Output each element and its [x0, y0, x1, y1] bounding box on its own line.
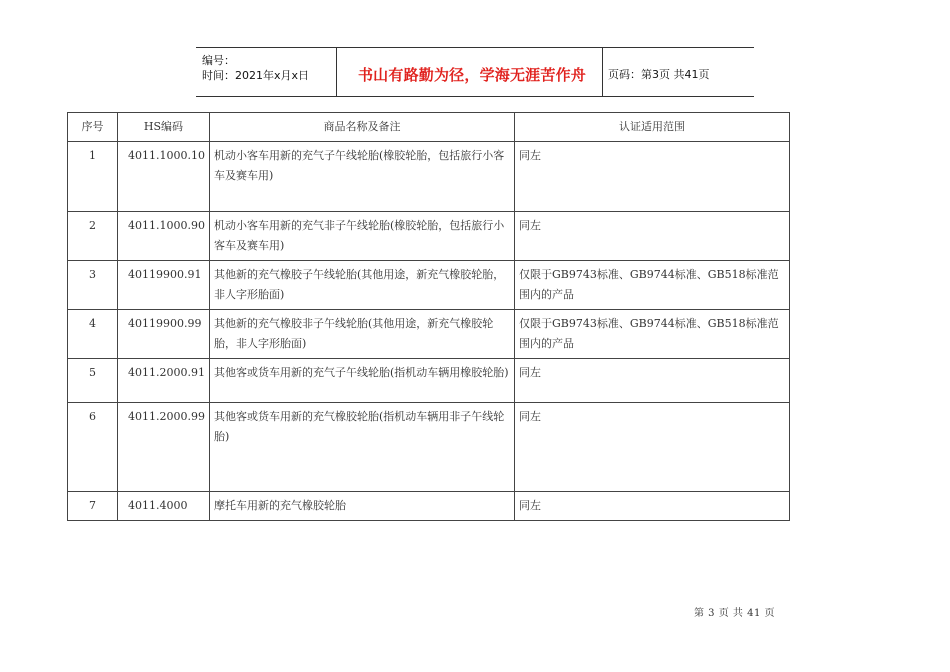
certification-scope: 同左: [515, 492, 790, 521]
certification-scope: 同左: [515, 142, 790, 212]
column-header-hs-code: HS编码: [118, 113, 210, 142]
hs-code: 40119900.99: [118, 310, 210, 359]
product-name: 其他客或货车用新的充气橡胶轮胎(指机动车辆用非子午线轮胎): [210, 403, 515, 492]
hs-code: 4011.2000.99: [118, 403, 210, 492]
product-name: 其他新的充气橡胶非子午线轮胎(其他用途，新充气橡胶轮胎，非人字形胎面): [210, 310, 515, 359]
table-row: [68, 142, 790, 212]
row-number: 2: [68, 212, 118, 261]
hs-code-table: [67, 112, 790, 521]
hs-code: 4011.4000: [118, 492, 210, 521]
certification-scope: 同左: [515, 403, 790, 492]
column-header-no: 序号: [68, 113, 118, 142]
hs-code: 4011.1000.90: [118, 212, 210, 261]
row-number: 7: [68, 492, 118, 521]
hs-code: 40119900.91: [118, 261, 210, 310]
page-footer: 第 3 页 共 41 页: [694, 608, 775, 619]
document-time-label: 时间：2021年x月x日: [202, 69, 310, 82]
hs-code: 4011.1000.10: [118, 142, 210, 212]
header-divider: [336, 48, 337, 96]
table-row: [68, 212, 790, 261]
header-slogan: 书山有路勤为径，学海无涯苦作舟: [357, 66, 586, 84]
table-row: [68, 261, 790, 310]
certification-scope: 仅限于GB9743标准、GB9744标准、GB518标准范围内的产品: [515, 261, 790, 310]
table-row: [68, 359, 790, 403]
product-name: 摩托车用新的充气橡胶轮胎: [210, 492, 515, 521]
column-header-product-name: 商品名称及备注: [210, 113, 515, 142]
certification-scope: 同左: [515, 359, 790, 403]
product-name: 机动小客车用新的充气非子午线轮胎(橡胶轮胎，包括旅行小客车及赛车用): [210, 212, 515, 261]
product-name: 其他客或货车用新的充气子午线轮胎(指机动车辆用橡胶轮胎): [210, 359, 515, 403]
product-name: 机动小客车用新的充气子午线轮胎(橡胶轮胎，包括旅行小客车及赛车用): [210, 142, 515, 212]
certification-scope: 仅限于GB9743标准、GB9744标准、GB518标准范围内的产品: [515, 310, 790, 359]
row-number: 4: [68, 310, 118, 359]
row-number: 6: [68, 403, 118, 492]
certification-scope: 同左: [515, 212, 790, 261]
document-header: [196, 47, 754, 97]
row-number: 5: [68, 359, 118, 403]
row-number: 3: [68, 261, 118, 310]
product-name: 其他新的充气橡胶子午线轮胎(其他用途，新充气橡胶轮胎，非人字形胎面): [210, 261, 515, 310]
table-row: [68, 403, 790, 492]
header-divider: [602, 48, 603, 96]
table-row: [68, 310, 790, 359]
table-header-row: [68, 113, 790, 142]
document-number-label: 编号：: [202, 54, 235, 67]
header-page-info: 页码：第3页 共41页: [608, 68, 710, 81]
table-row: [68, 492, 790, 521]
row-number: 1: [68, 142, 118, 212]
column-header-scope: 认证适用范围: [515, 113, 790, 142]
hs-code: 4011.2000.91: [118, 359, 210, 403]
